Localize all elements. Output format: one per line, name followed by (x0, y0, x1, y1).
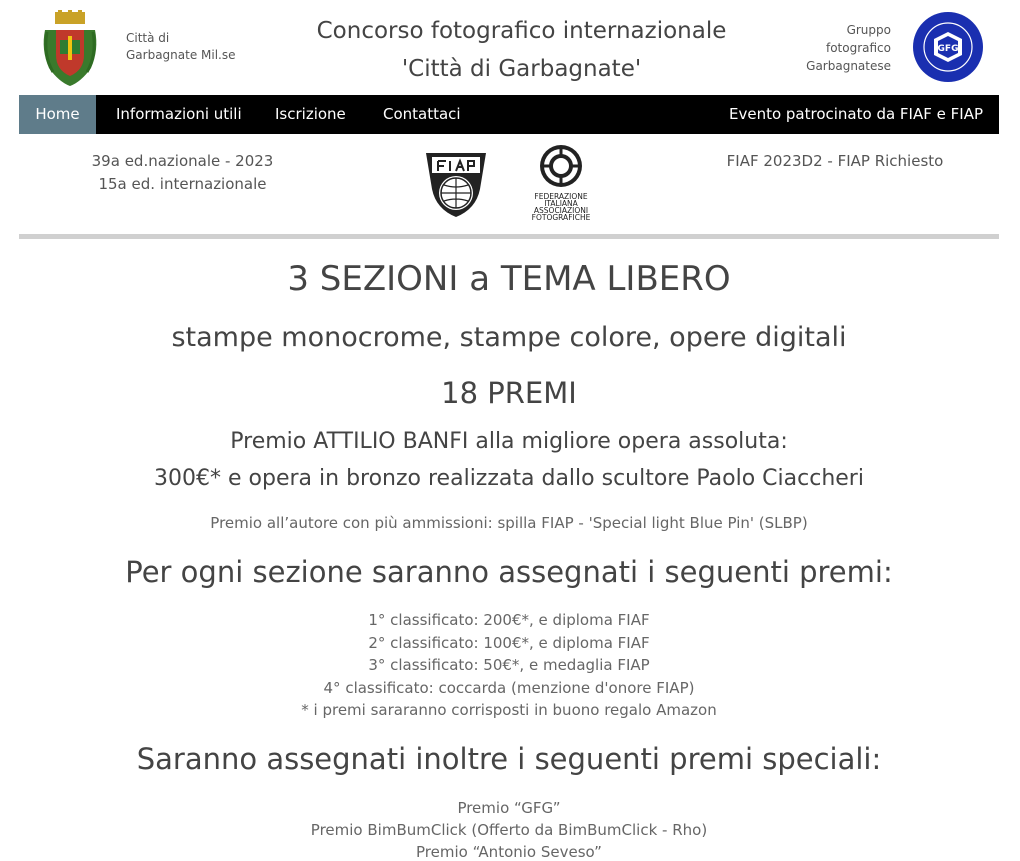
city-crest-icon (41, 10, 99, 86)
gfg-logo-icon (909, 8, 987, 86)
gfg-line-3: Garbagnatese (806, 59, 891, 73)
city-line-2: Garbagnate Mil.se (126, 48, 236, 62)
sections-subtitle: stampe monocrome, stampe colore, opere digitali (171, 322, 847, 353)
gfg-logo-text: GFG (937, 44, 959, 54)
gfg-line-2: fotografico (825, 41, 891, 55)
nav-iscrizione[interactable]: Iscrizione (275, 105, 346, 123)
list-item: Premio “GFG” (457, 799, 561, 817)
nav-home[interactable]: Home (19, 95, 96, 134)
fiaf-logo-line-2: ITALIANA (544, 199, 578, 208)
list-item: 1° classificato: 200€*, e diploma FIAF (368, 611, 650, 629)
main-navbar (19, 95, 999, 134)
list-item: Premio BimBumClick (Offerto da BimBumClick - Rho) (310, 821, 708, 839)
banfi-prize-line-2: 300€* e opera in bronzo realizzata dallo scultore Paolo Ciaccheri (154, 466, 864, 491)
author-prize: Premio all’autore con più ammissioni: spilla FIAP - 'Special light Blue Pin' (SLBP) (210, 514, 808, 532)
fiaf-logo-line-4: FOTOGRAFICHE (531, 213, 591, 222)
list-item: 3° classificato: 50€*, e medaglia FIAP (368, 656, 650, 674)
prizes-count: 18 PREMI (441, 376, 577, 410)
city-name (126, 30, 236, 64)
nav-informazioni-utili[interactable]: Informazioni utili (116, 105, 242, 123)
city-line-1: Città di (126, 31, 170, 45)
gfg-line-1: Gruppo (846, 23, 891, 37)
fiap-logo-icon (422, 149, 490, 219)
list-item: 4° classificato: coccarda (menzione d'onore FIAP) (323, 679, 695, 697)
list-item: 2° classificato: 100€*, e diploma FIAF (368, 634, 650, 652)
special-prizes-title: Saranno assegnati inoltre i seguenti premi speciali: (136, 742, 882, 776)
title-line-2: 'Città di Garbagnate' (401, 56, 642, 82)
section-prizes-title: Per ogni sezione saranno assegnati i seguenti premi: (125, 555, 893, 589)
section-divider (19, 234, 999, 239)
fiaf-logo-icon (526, 144, 596, 224)
banfi-prize-line-1: Premio ATTILIO BANFI alla migliore opera assoluta: (230, 429, 788, 454)
patronage-code: FIAF 2023D2 - FIAP Richiesto (726, 152, 944, 170)
list-item: * i premi sararanno corrisposti in buono regalo Amazon (301, 701, 717, 719)
gfg-name (791, 21, 891, 75)
edition-info (60, 150, 305, 196)
patronage-text: Evento patrocinato da FIAF e FIAP (728, 105, 983, 123)
edition-line-1: 39a ed.nazionale - 2023 (91, 152, 274, 170)
fiaf-logo-line-3: ASSOCIAZIONI (533, 206, 589, 215)
edition-line-2: 15a ed. internazionale (98, 175, 267, 193)
nav-contattaci[interactable]: Contattaci (383, 105, 461, 123)
page-title: 3 SEZIONI a TEMA LIBERO (287, 259, 731, 299)
contest-title (269, 12, 774, 88)
list-item: Premio “Antonio Seveso” (416, 843, 602, 861)
title-line-1: Concorso fotografico internazionale (316, 18, 727, 44)
fiaf-logo-line-1: FEDERAZIONE (534, 192, 588, 201)
site-header (19, 0, 999, 95)
